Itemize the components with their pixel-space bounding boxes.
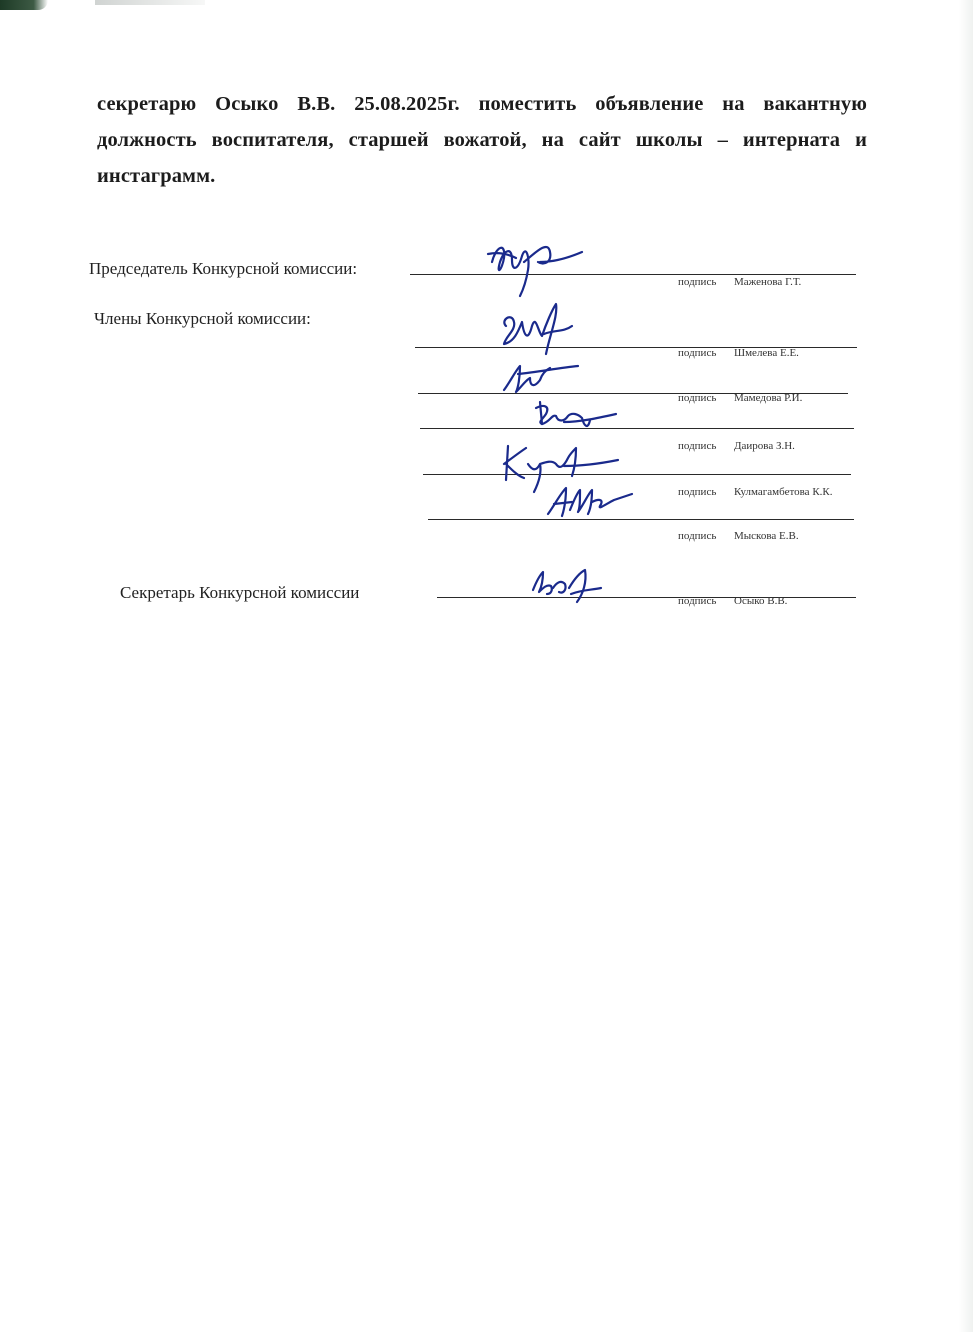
member-name: Мыскова Е.В. bbox=[734, 530, 799, 542]
scan-shadow bbox=[0, 0, 48, 10]
body-paragraph: секретарю Осыко В.В. 25.08.2025г. поместить объявление на вакантную должность воспитателя, старшей вожатой, на сайт школы – интерната и инстаграмм. bbox=[97, 93, 867, 187]
member-signature-caption bbox=[678, 486, 833, 498]
secretary-label: Секретарь Конкурсной комиссии bbox=[120, 583, 360, 602]
signature-word: подпись bbox=[678, 486, 717, 498]
member-name: Мамедова Р.И. bbox=[734, 392, 803, 404]
secretary-signature-caption bbox=[678, 595, 787, 607]
secretary-signature-line bbox=[437, 597, 856, 598]
member-signature-caption bbox=[678, 440, 795, 452]
signature-word: подпись bbox=[678, 440, 717, 452]
scan-edge bbox=[959, 0, 973, 1332]
member-signature-caption bbox=[678, 392, 802, 404]
member-signature-icon bbox=[540, 480, 640, 520]
signature-word: подпись bbox=[678, 276, 717, 288]
signature-word: подпись bbox=[678, 530, 717, 542]
scan-shadow bbox=[95, 0, 205, 5]
member-signature-icon bbox=[528, 396, 628, 436]
chair-label: Председатель Конкурсной комиссии: bbox=[89, 259, 358, 278]
members-label: Члены Конкурсной комиссии: bbox=[94, 309, 311, 328]
member-signature-icon bbox=[492, 296, 582, 358]
member-signature-line bbox=[420, 428, 854, 429]
signature-word: подпись bbox=[678, 595, 717, 607]
secretary-name: Осыко В.В. bbox=[734, 595, 788, 607]
member-signature-caption bbox=[678, 530, 799, 542]
member-name: Шмелева Е.Е. bbox=[734, 347, 799, 359]
secretary-signature-icon bbox=[525, 564, 625, 610]
member-name: Даирова З.Н. bbox=[734, 440, 795, 452]
chair-signature-line bbox=[410, 274, 856, 275]
signature-word: подпись bbox=[678, 347, 717, 359]
member-signature-caption bbox=[678, 347, 799, 359]
member-signature-line bbox=[423, 474, 851, 475]
signature-word: подпись bbox=[678, 392, 717, 404]
member-signature-icon bbox=[498, 360, 588, 400]
member-name: Кулмагамбетова К.К. bbox=[734, 486, 833, 498]
chair-signature-caption bbox=[678, 276, 801, 288]
member-signature-line bbox=[428, 519, 854, 520]
chair-name: Маженова Г.Т. bbox=[734, 276, 802, 288]
chair-signature-icon bbox=[478, 232, 588, 298]
